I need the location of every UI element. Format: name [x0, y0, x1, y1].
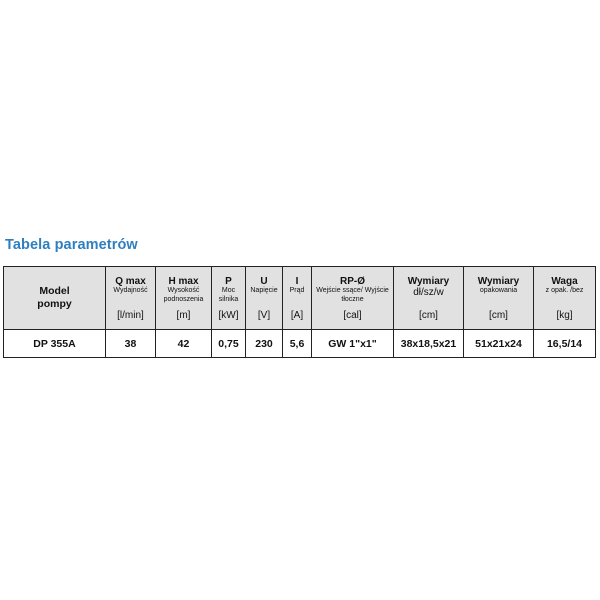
cell-weight: 16,5/14: [534, 330, 596, 358]
header-title: Waga: [551, 276, 578, 287]
table-header-row: [4, 267, 596, 330]
cell-model: DP 355A: [4, 330, 106, 358]
header-unit: [l/min]: [117, 310, 144, 321]
header-unit: [kW]: [218, 310, 239, 321]
header-p: [212, 267, 246, 330]
header-unit: [cm]: [489, 310, 508, 321]
header-package-dimensions: [464, 267, 534, 330]
header-weight: [534, 267, 596, 330]
header-unit: [kg]: [556, 310, 573, 321]
header-rp: [312, 267, 394, 330]
header-unit: [A]: [290, 310, 304, 321]
header-title: H max: [168, 276, 199, 287]
header-subtitle: Wejście ssące/ Wyjście tłoczne: [316, 287, 389, 303]
header-unit: [cal]: [343, 310, 362, 321]
header-model-label-2: pompy: [37, 298, 72, 310]
header-dimensions: [394, 267, 464, 330]
section-title: Tabela parametrów: [5, 237, 138, 253]
cell-current: 5,6: [283, 330, 312, 358]
header-subtitle: Prąd: [289, 287, 305, 294]
parameters-table: [3, 266, 596, 358]
header-model: [4, 267, 106, 330]
header-u: [246, 267, 283, 330]
header-subtitle: Wydajność: [113, 287, 148, 294]
header-model-label: Model: [39, 285, 70, 297]
header-title: U: [260, 276, 268, 287]
cell-h-max: 42: [156, 330, 212, 358]
header-subtitle: z opak. /bez: [545, 287, 584, 294]
header-title: Wymiary: [477, 276, 520, 287]
header-title: Wymiary: [407, 276, 450, 287]
header-subtitle: Wysokość podnoszenia: [163, 287, 204, 303]
cell-package-dimensions: 51x21x24: [464, 330, 534, 358]
header-subtitle: dł/sz/w: [413, 287, 444, 298]
header-h-max: [156, 267, 212, 330]
header-subtitle: Napięcie: [250, 287, 278, 294]
cell-connection: GW 1"x1": [312, 330, 394, 358]
cell-dimensions: 38x18,5x21: [394, 330, 464, 358]
header-i: [283, 267, 312, 330]
header-unit: [cm]: [419, 310, 438, 321]
cell-power: 0,75: [212, 330, 246, 358]
cell-q-max: 38: [106, 330, 156, 358]
header-title: Q max: [115, 276, 146, 287]
cell-voltage: 230: [246, 330, 283, 358]
header-unit: [V]: [257, 310, 271, 321]
header-subtitle: opakowania: [479, 287, 518, 294]
header-subtitle: Moc silnika: [218, 287, 239, 303]
header-title: I: [295, 276, 299, 287]
header-q-max: [106, 267, 156, 330]
table-row: [4, 330, 596, 358]
header-unit: [m]: [176, 310, 191, 321]
header-title: P: [225, 276, 232, 287]
header-title: RP-Ø: [340, 276, 365, 287]
